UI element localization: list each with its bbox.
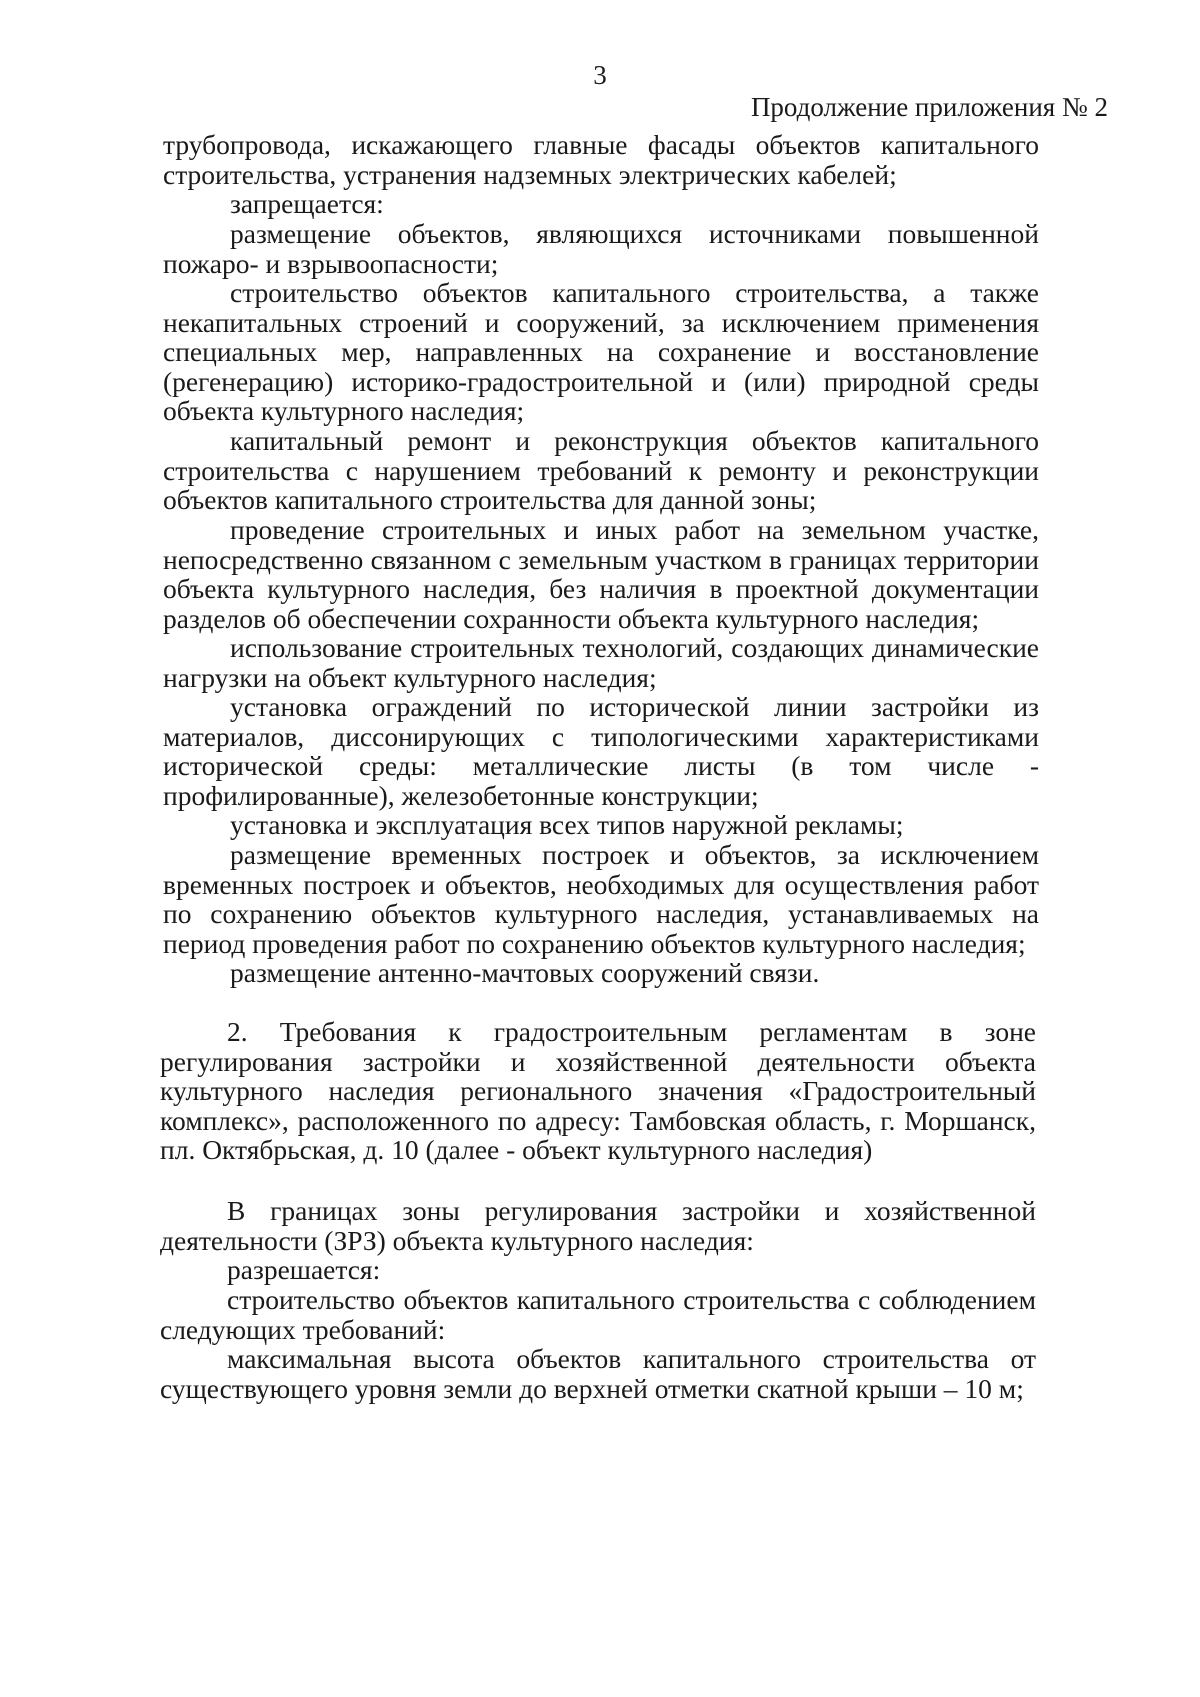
appendix-continuation-note: Продолжение приложения № 2 [750,92,1108,122]
paragraph-max-height: максимальная высота объектов капитального строительства от существующего уровня земли до верхней отметки скатной крыши – 10 м; [160,1343,1036,1404]
paragraph-allowed: разрешается: [227,1254,381,1285]
section-2-heading: 2. Требования к градостроительным регламентам в зоне регулирования застройки и хозяйственной деятельности объекта культурного наследия регионального значения «Градостроительный комплекс», расположенного по адресу: Тамбовская область, г. Моршанск, пл. Октябрьская, д. 10 (далее - объект культурного наследия) [160,1016,1036,1165]
paragraph-4: строительство объектов капитального строительства, а также некапитальных строений и сооружений, за исключением применения специальных мер, направленных на сохранение и восстановление (регенерацию) историко-градостроительной и (или) природной среды объекта культурного наследия; [163,277,1039,426]
paragraph-10: размещение временных построек и объектов, за исключением временных построек и объектов, необходимых для осуществления работ по сохранению объектов культурного наследия, устанавливаемых на период проведения работ по сохранению объектов культурного наследия; [163,839,1039,959]
paragraph-zrz: В границах зоны регулирования застройки и хозяйственной деятельности (ЗРЗ) объекта культурного наследия: [160,1195,1036,1256]
paragraph-6: проведение строительных и иных работ на земельном участке, непосредственно связанном с земельным участком в границах территории объекта культурного наследия, без наличия в проектной документации разделов об обеспечении сохранности объекта культурного наследия; [163,514,1039,634]
paragraph-5: капитальный ремонт и реконструкция объектов капитального строительства с нарушением требований к ремонту и реконструкции объектов капитального строительства для данной зоны; [163,425,1039,515]
paragraph-9: установка и эксплуатация всех типов наружной рекламы; [230,809,904,840]
page-number: 3 [593,60,607,90]
paragraph-construction-requirements: строительство объектов капитального строительства с соблюдением следующих требований: [160,1284,1036,1345]
paragraph-11: размещение антенно-мачтовых сооружений связи. [230,957,820,988]
paragraph-1: трубопровода, искажающего главные фасады объектов капитального строительства, устранения надземных электрических кабелей; [163,129,1039,190]
paragraph-7: использование строительных технологий, создающих динамические нагрузки на объект культурного наследия; [163,632,1039,693]
paragraph-3: размещение объектов, являющихся источниками повышенной пожаро- и взрывоопасности; [163,218,1039,279]
paragraph-8: установка ограждений по исторической линии застройки из материалов, диссонирующих с типологическими характеристиками исторической среды: металлические листы (в том числе - профилированные), железобетонные конструкции; [163,691,1039,811]
paragraph-2: запрещается: [230,188,384,219]
